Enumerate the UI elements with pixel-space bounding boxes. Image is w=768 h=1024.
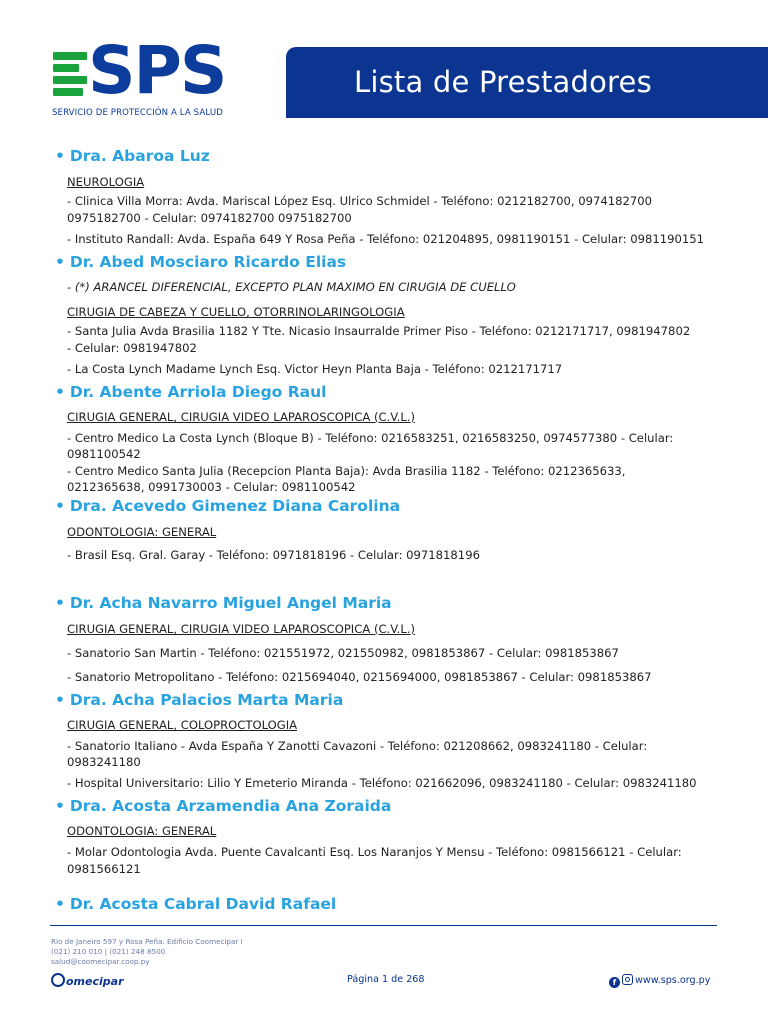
logo-text: SPS bbox=[88, 32, 226, 109]
provider-line: - Celular: 0981947802 bbox=[67, 341, 197, 355]
provider-line: - Hospital Universitario: Lilio Y Emeterio Miranda - Teléfono: 021662096, 0983241180 - Celular: 0983241180 bbox=[67, 776, 697, 790]
footer-phones: (021) 210 010 | (021) 248 8500 bbox=[51, 947, 166, 956]
provider-name: • Dra. Acevedo Gimenez Diana Carolina bbox=[55, 497, 401, 515]
provider-line: - Santa Julia Avda Brasilia 1182 Y Tte. Nicasio Insaurralde Primer Piso - Teléfono: 0212171717, 0981947802 bbox=[67, 324, 691, 338]
provider-line: - Sanatorio Italiano - Avda España Y Zanotti Cavazoni - Teléfono: 021208662, 0983241180 - Celular: bbox=[67, 739, 648, 753]
provider-name: • Dra. Acosta Arzamendia Ana Zoraida bbox=[55, 797, 392, 815]
instagram-icon[interactable] bbox=[622, 974, 633, 985]
page-title: Lista de Prestadores bbox=[354, 65, 652, 99]
provider-name: • Dr. Abed Mosciaro Ricardo Elias bbox=[55, 253, 347, 271]
footer-divider bbox=[50, 925, 717, 926]
provider-name: • Dra. Abaroa Luz bbox=[55, 147, 210, 165]
provider-specialty: NEUROLOGIA bbox=[67, 175, 145, 189]
coomecipar-logo: omecipar bbox=[51, 973, 124, 988]
provider-line: 0975182700 - Celular: 0974182700 0975182700 bbox=[67, 211, 352, 225]
provider-name: • Dr. Acha Navarro Miguel Angel Maria bbox=[55, 594, 392, 612]
facebook-icon[interactable]: f bbox=[609, 977, 620, 988]
footer-address-block bbox=[51, 937, 243, 967]
provider-line: 0981100542 bbox=[67, 447, 141, 461]
provider-line: - Centro Medico Santa Julia (Recepcion Planta Baja): Avda Brasilia 1182 - Teléfono: 0212365633, bbox=[67, 464, 626, 478]
provider-specialty: CIRUGIA GENERAL, COLOPROCTOLOGIA bbox=[67, 718, 298, 732]
page-number: Página 1 de 268 bbox=[347, 974, 425, 985]
provider-specialty: CIRUGIA GENERAL, CIRUGIA VIDEO LAPAROSCOPICA (C.V.L.) bbox=[67, 410, 416, 424]
provider-specialty: CIRUGIA GENERAL, CIRUGIA VIDEO LAPAROSCOPICA (C.V.L.) bbox=[67, 622, 416, 636]
footer-email[interactable]: salud@coomecipar.coop.py bbox=[51, 957, 150, 966]
provider-name: • Dr. Abente Arriola Diego Raul bbox=[55, 383, 327, 401]
provider-line: 0981566121 bbox=[67, 862, 141, 876]
footer-social bbox=[609, 974, 710, 988]
provider-note: - (*) ARANCEL DIFERENCIAL, EXCEPTO PLAN MAXIMO EN CIRUGIA DE CUELLO bbox=[67, 280, 516, 294]
provider-line: - La Costa Lynch Madame Lynch Esq. Victor Heyn Planta Baja - Teléfono: 0212171717 bbox=[67, 362, 563, 376]
sps-logo bbox=[50, 32, 240, 122]
provider-name: • Dr. Acosta Cabral David Rafael bbox=[55, 895, 337, 913]
provider-line: - Centro Medico La Costa Lynch (Bloque B) - Teléfono: 0216583251, 0216583250, 0974577380 - Celular: bbox=[67, 431, 674, 445]
provider-specialty: CIRUGIA DE CABEZA Y CUELLO, OTORRINOLARINGOLOGIA bbox=[67, 305, 405, 319]
provider-line: - Brasil Esq. Gral. Garay - Teléfono: 0971818196 - Celular: 0971818196 bbox=[67, 548, 480, 562]
provider-line: - Molar Odontologia Avda. Puente Cavalcanti Esq. Los Naranjos Y Mensu - Teléfono: 0981566121 - Celular: bbox=[67, 845, 682, 859]
logo-bars bbox=[53, 52, 89, 100]
provider-specialty: ODONTOLOGIA: GENERAL bbox=[67, 824, 217, 838]
coomecipar-c-icon bbox=[51, 973, 65, 987]
website-link[interactable]: www.sps.org.py bbox=[635, 975, 711, 986]
provider-line: - Sanatorio San Martin - Teléfono: 021551972, 021550982, 0981853867 - Celular: 0981853867 bbox=[67, 646, 619, 660]
provider-line: - Clinica Villa Morra: Avda. Mariscal López Esq. Ulrico Schmidel - Teléfono: 0212182700, 0974182700 bbox=[67, 194, 652, 208]
header-band bbox=[286, 47, 768, 118]
provider-line: - Instituto Randall: Avda. España 649 Y Rosa Peña - Teléfono: 021204895, 0981190151 - Celular: 0981190151 bbox=[67, 232, 705, 246]
provider-name: • Dra. Acha Palacios Marta Maria bbox=[55, 691, 344, 709]
provider-line: 0212365638, 0991730003 - Celular: 0981100542 bbox=[67, 480, 356, 494]
provider-line: 0983241180 bbox=[67, 755, 141, 769]
footer-address: Rio de Janeiro 597 y Rosa Peña. Edificio Coomecipar I bbox=[51, 937, 243, 946]
logo-subtitle: SERVICIO DE PROTECCIÓN A LA SALUD bbox=[52, 108, 223, 118]
provider-specialty: ODONTOLOGIA: GENERAL bbox=[67, 525, 217, 539]
provider-line: - Sanatorio Metropolitano - Teléfono: 0215694040, 0215694000, 0981853867 - Celular: 0981853867 bbox=[67, 670, 652, 684]
